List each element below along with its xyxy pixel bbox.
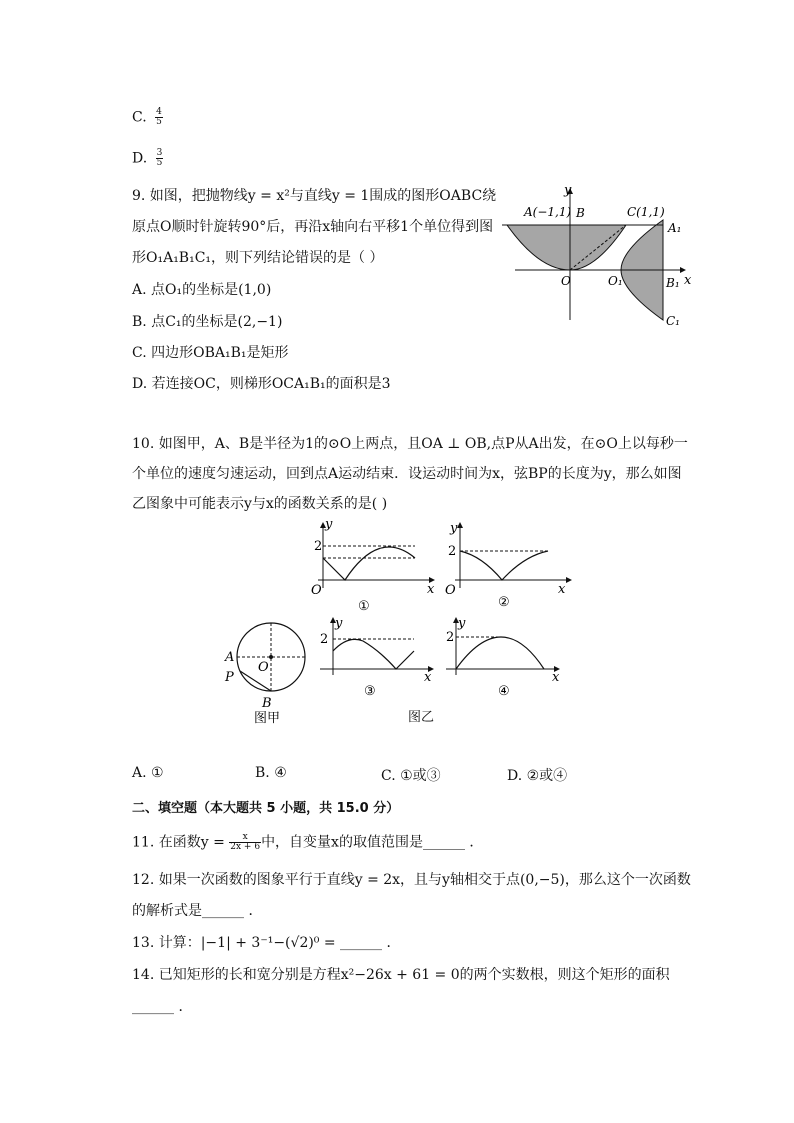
y-label: y [458,616,466,631]
y-tick-label: 2 [314,539,323,554]
label-o: O [258,660,269,675]
label-c: C(1,1) [627,205,665,219]
label-a: A [225,650,235,665]
label-o: O [561,274,571,288]
graph-number: ② [498,595,510,610]
curve [456,637,544,669]
q10-question: 10. 如图甲，A、B是半径为1的⊙O上两点，且OA ⊥ OB,点P从A出发，在⊙O上以每秒一个单位的速度匀速运动，回到点A运动结束．设运动时间为x，弦BP的长度为y，那么如图乙图象中可能表示y与x的函数关系的是( ) [132,436,688,512]
graph-number: ① [358,599,370,614]
label-c1: C₁ [666,314,680,328]
q11-text-before: 11. 在函数y = [132,834,230,851]
x-axis-arrow [566,577,572,583]
x-label: x [427,582,435,597]
q10-circle-figure [220,615,320,725]
q9-figure [500,180,700,330]
shaded-region-oabc [507,225,626,270]
graph-number: ③ [364,684,376,699]
x-label: x [424,670,432,685]
x-label: x [558,582,566,597]
label-p: P [225,670,234,685]
origin-label: O [311,583,322,598]
section-heading: 二、填空题（本大题共 5 小题，共 15.0 分） [132,801,400,816]
q9-line-2: 原点O顺时针旋转90°后，再沿x轴向右平移1个单位得到图 [132,219,494,235]
q11 [132,833,483,852]
q9-option-b: B. 点C₁的坐标是(2,−1) [132,314,283,330]
label-b: B [262,696,272,711]
q14-line-1: 14. 已知矩形的长和宽分别是方程x²−26x + 61 = 0的两个实数根，则这个矩形的面积 [132,967,670,983]
q9-option-a: A. 点O₁的坐标是(1,0) [132,282,272,298]
q8-option-d [132,149,163,168]
fraction: $\frac{x}{2x + 6}$ [230,832,261,852]
q10-option-d: D. ②或④ [507,768,568,784]
caption-jia: 图甲 [254,711,281,726]
option-label: C. [132,109,147,126]
curve [323,547,415,580]
option-label: D. [132,150,148,167]
curve [460,551,548,580]
label-b1: B₁ [666,276,680,290]
q9-line-3: 形O₁A₁B₁C₁，则下列结论错误的是（ ） [132,250,384,266]
y-tick-label: 2 [448,544,457,559]
center-point [269,655,273,659]
q10-option-c: C. ①或③ [381,768,441,784]
q10-graph-2 [440,518,580,613]
q10-graph-1 [303,518,443,613]
graph-number: ④ [498,684,510,699]
q13: 13. 计算：|−1| + 3⁻¹−(√2)⁰ = ______ ． [132,935,401,951]
q8-option-c [132,108,163,127]
q9-option-c: C. 四边形OBA₁B₁是矩形 [132,345,289,361]
q11-text-after: 中，自变量x的取值范围是______ ． [261,834,484,851]
q9-line-1: 9. 如图，把抛物线y = x²与直线y = 1围成的图形OABC绕 [132,188,497,204]
fraction: $\frac{4}{5}$ [156,107,162,127]
q10-graph-3 [318,617,448,707]
q14-line-2: ______ ． [132,999,193,1015]
y-label: y [450,521,458,536]
y-label: y [335,616,343,631]
origin-label: O [445,583,456,598]
label-x: x [684,273,692,288]
q10-graph-4 [444,617,574,707]
label-b: B [576,206,585,220]
label-y: y [564,183,572,198]
y-label: y [325,517,333,532]
label-a: A(−1,1) [524,205,572,219]
y-axis-arrow [457,522,463,528]
y-tick-label: 2 [320,632,329,647]
q10-option-b: B. ④ [255,765,287,781]
fraction: $\frac{3}{5}$ [156,148,163,168]
y-tick-label: 2 [446,630,455,645]
q12-line-2: 的解析式是______ ． [132,903,263,919]
label-o1: O₁ [608,274,623,288]
label-a1: A₁ [668,221,682,235]
q9-option-d: D. 若连接OC，则梯形OCA₁B₁的面积是3 [132,376,391,392]
curve [333,639,414,669]
x-label: x [552,670,560,685]
caption-yi: 图乙 [408,710,435,725]
q12-line-1: 12. 如果一次函数的图象平行于直线y = 2x，且与y轴相交于点(0,−5)，那么这个一次函数 [132,872,691,888]
q10-option-a: A. ① [132,765,164,781]
